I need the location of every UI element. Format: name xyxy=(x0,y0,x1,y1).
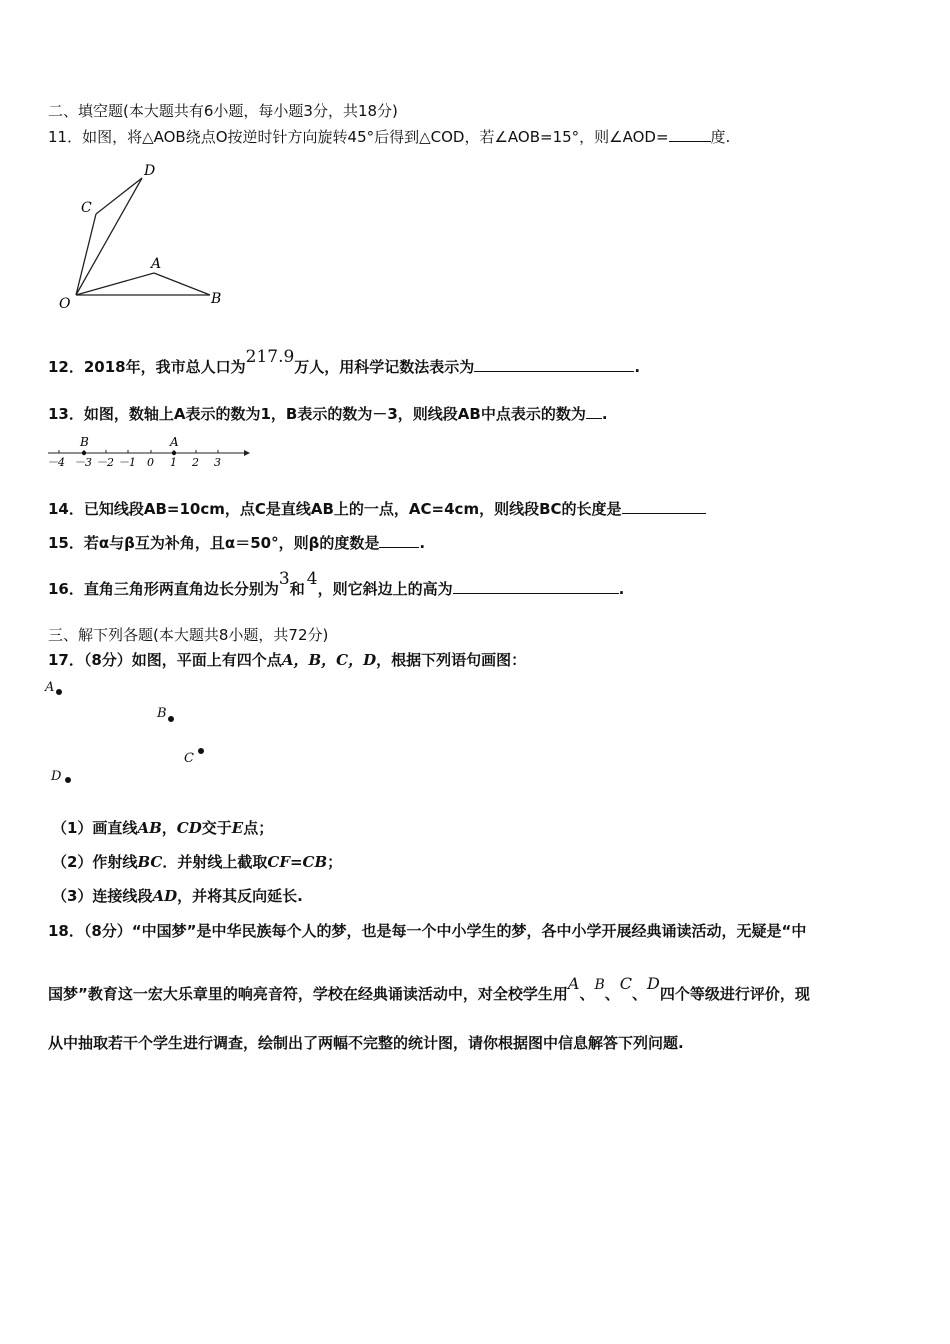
number-line-arrow xyxy=(244,450,250,456)
label-c: C xyxy=(81,200,92,216)
question-18-line-3 xyxy=(48,1033,684,1053)
sub3-pre: （3）连接线段 xyxy=(52,887,153,905)
sub2-ray-bc: BC xyxy=(137,853,163,871)
sub2-pre: （2）作射线 xyxy=(52,853,138,871)
point-b-label: B xyxy=(80,435,89,449)
answer-blank-13[interactable] xyxy=(586,404,602,419)
leg-a-value: 3 xyxy=(278,569,290,589)
number-line xyxy=(44,432,254,472)
leg-b-value: 4 xyxy=(306,569,318,589)
question-15-end: . xyxy=(419,534,426,552)
question-14 xyxy=(48,499,706,519)
question-11 xyxy=(48,127,730,147)
rotation-figure xyxy=(50,158,240,318)
sub1-point-e: E xyxy=(231,819,244,837)
question-12-suffix: 万人，用科学记数法表示为 xyxy=(294,358,475,376)
question-15-text: 15．若α与β互为补角，且α＝50°，则β的度数是 xyxy=(48,534,380,552)
question-17-points: A，B，C，D xyxy=(281,651,377,669)
label-o: O xyxy=(59,296,71,312)
grade-sep: 、 xyxy=(632,985,648,1003)
population-value: 217.9 xyxy=(245,347,295,367)
segment-od xyxy=(76,178,142,295)
label-d: D xyxy=(144,163,156,179)
grade-a: A xyxy=(567,974,580,993)
section-2-title: 二、填空题(本大题共有6小题，每小题3分，共18分) xyxy=(48,102,398,120)
point-b xyxy=(168,716,174,722)
question-17-sub-1 xyxy=(52,818,273,838)
question-13-text: 13．如图，数轴上A表示的数为1，B表示的数为－3，则线段AB中点表示的数为 xyxy=(48,405,586,423)
question-17-text-post: ，根据下列语句画图： xyxy=(376,651,527,669)
label-b: B xyxy=(211,291,222,307)
sub3-post: ，并将其反向延长. xyxy=(177,887,303,905)
answer-blank-14[interactable] xyxy=(622,499,706,514)
segment-oc xyxy=(76,214,96,295)
answer-blank-15[interactable] xyxy=(379,533,419,548)
question-14-text: 14．已知线段AB=10cm，点C是直线AB上的一点，AC=4cm，则线段BC的长度是 xyxy=(48,500,622,518)
tick-label: －4 xyxy=(47,456,65,469)
question-12-prefix: 12．2018年，我市总人口为 xyxy=(48,358,246,376)
point-a xyxy=(56,689,62,695)
question-16 xyxy=(48,569,625,599)
segment-oa xyxy=(76,273,154,295)
answer-blank-11[interactable] xyxy=(669,127,711,142)
question-16-end: . xyxy=(618,580,625,598)
grade-b: B xyxy=(594,977,605,993)
sub1-join: 交于 xyxy=(201,819,232,837)
point-b-label: B xyxy=(157,706,167,721)
question-11-suffix: 度. xyxy=(710,128,731,146)
question-17-sub-3 xyxy=(52,886,303,906)
grade-sep: 、 xyxy=(604,985,620,1003)
label-a: A xyxy=(151,256,162,272)
sub2-join: ．并射线上截取 xyxy=(162,853,268,871)
answer-blank-16[interactable] xyxy=(453,579,619,594)
question-18-line-1-text: 18．（8分）“中国梦”是中华民族每个人的梦，也是每一个中小学生的梦，各中小学开展经典诵读活动，无疑是“中 xyxy=(48,922,807,940)
section-3-title: 三、解下列各题(本大题共8小题，共72分) xyxy=(48,626,329,644)
question-17 xyxy=(48,650,526,670)
point-c xyxy=(198,748,204,754)
point-c-label: C xyxy=(184,751,194,766)
question-18-line-2-pre: 国梦”教育这一宏大乐章里的响亮音符，学校在经典诵读活动中，对全校学生用 xyxy=(48,985,568,1003)
question-18-line-1 xyxy=(48,921,806,941)
sub1-pre: （1）画直线 xyxy=(52,819,138,837)
section-3-heading xyxy=(48,625,328,645)
point-a-label: A xyxy=(170,435,179,449)
question-16-mid: 和 xyxy=(289,580,305,598)
segment-ab xyxy=(154,273,210,295)
sub1-line-cd: CD xyxy=(176,819,202,837)
question-18-line-3-text: 从中抽取若干个学生进行调查，绘制出了两幅不完整的统计图，请你根据图中信息解答下列问题. xyxy=(48,1034,684,1052)
grade-sep: 、 xyxy=(579,985,595,1003)
tick-label: 2 xyxy=(192,456,199,469)
point-a-label: A xyxy=(45,680,55,695)
question-12 xyxy=(48,347,641,377)
question-13-end: . xyxy=(601,405,608,423)
question-15 xyxy=(48,533,425,553)
sub1-line-ab: AB xyxy=(137,819,162,837)
tick-label: －1 xyxy=(118,456,136,469)
point-a-dot xyxy=(172,451,176,455)
segment-cd xyxy=(96,178,142,214)
question-17-sub-2 xyxy=(52,852,342,872)
grade-d: D xyxy=(647,974,660,993)
sub3-segment-ad: AD xyxy=(152,887,178,905)
sub2-post: ； xyxy=(327,853,343,871)
tick-label: 0 xyxy=(147,456,154,469)
question-16-suffix: ，则它斜边上的高为 xyxy=(317,580,453,598)
tick-label: －2 xyxy=(96,456,114,469)
question-13 xyxy=(48,404,608,424)
point-b-dot xyxy=(82,451,86,455)
tick-label: －3 xyxy=(74,456,92,469)
point-d xyxy=(65,777,71,783)
question-11-text: 11．如图，将△AOB绕点O按逆时针方向旋转45°后得到△COD，若∠AOB=15°，则∠AOD= xyxy=(48,128,669,146)
question-18-line-2-post: 四个等级进行评价，现 xyxy=(659,985,810,1003)
tick-label: 3 xyxy=(214,456,221,469)
answer-blank-12[interactable] xyxy=(474,357,634,372)
question-16-prefix: 16．直角三角形两直角边长分别为 xyxy=(48,580,279,598)
sub2-cf-cb: CF=CB xyxy=(267,853,328,871)
question-17-text-pre: 17．（8分）如图，平面上有四个点 xyxy=(48,651,282,669)
sub1-post: 点； xyxy=(243,819,274,837)
point-d-label: D xyxy=(51,769,62,784)
sub1-sep: ， xyxy=(161,819,177,837)
question-12-end: . xyxy=(634,358,641,376)
grade-c: C xyxy=(619,974,633,993)
tick-label: 1 xyxy=(170,456,177,469)
section-2-heading xyxy=(48,101,398,121)
question-18-line-2 xyxy=(48,974,810,1005)
